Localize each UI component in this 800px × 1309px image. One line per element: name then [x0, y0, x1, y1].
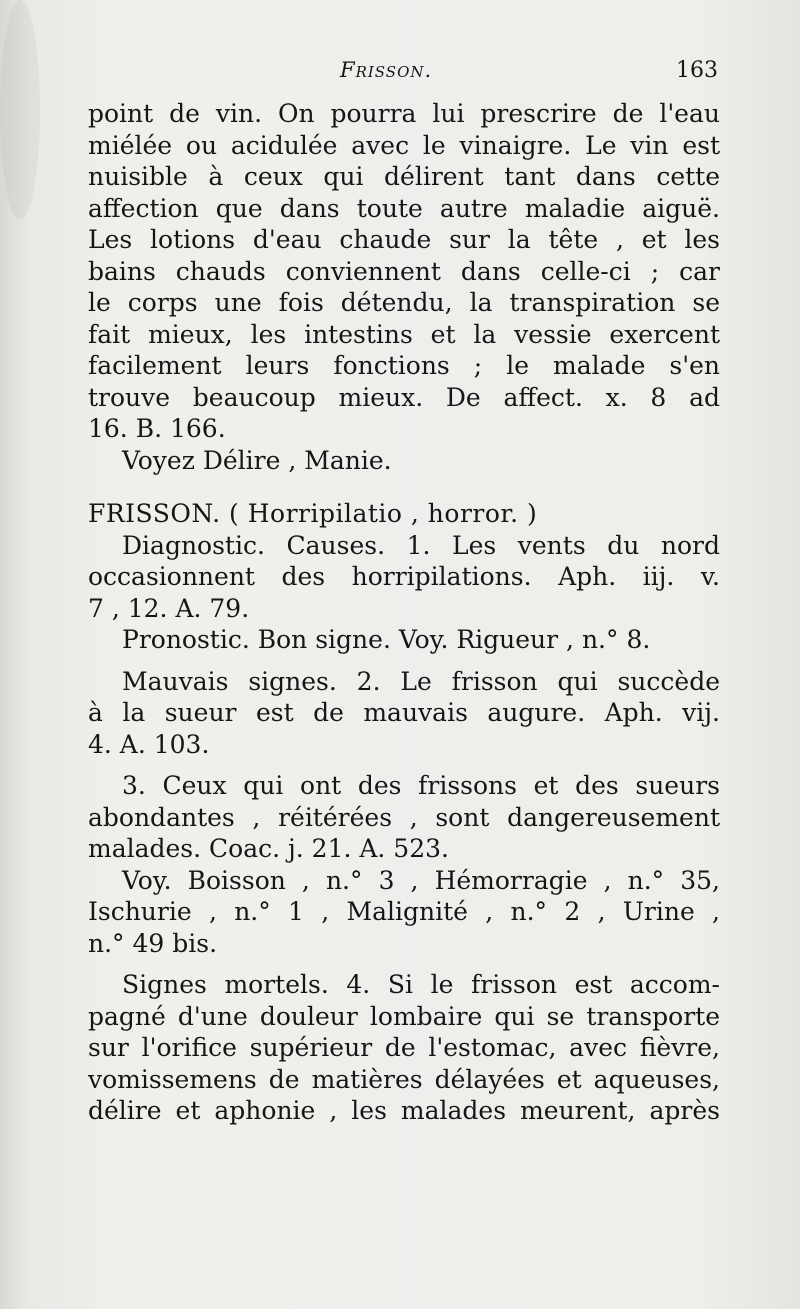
text-line: facilement leurs fonctions ; le malade s'en — [88, 351, 720, 380]
text-line: Mauvais signes. 2. Le frisson qui succède — [122, 666, 720, 696]
page-body — [88, 98, 720, 1127]
text-line: 7 , 12. A. 79. — [88, 593, 250, 623]
text-line: Les lotions d'eau chaude sur la tête , et les — [88, 225, 720, 254]
text-line: affection que dans toute autre maladie aiguë. — [88, 193, 720, 223]
text-line: 3. Ceux qui ont des frissons et des sueurs — [122, 771, 720, 800]
entry-spacer — [88, 476, 720, 498]
text-line: Pronostic. Bon signe. Voy. Rigueur , n.° 8. — [122, 625, 651, 654]
text-line: occasionnent des horripilations. Aph. iij. v. — [88, 562, 720, 591]
text-line: Signes mortels. 4. Si le frisson est accom- — [122, 970, 720, 999]
cross-reference: Voyez Délire , Manie. — [122, 445, 392, 475]
text-line: bains chauds conviennent dans celle-ci ; car — [88, 256, 720, 286]
text-line: Voy. Boisson , n.° 3 , Hémorragie , n.° 35, — [122, 865, 720, 895]
text-line: point de vin. On pourra lui prescrire de l'eau — [88, 99, 720, 128]
paragraph-spacer — [88, 760, 720, 770]
entry-heading: FRISSON. ( Horripilatio , horror. ) — [88, 499, 538, 528]
text-line: miélée ou acidulée avec le vinaigre. Le vin est — [88, 130, 720, 160]
text-line: à la sueur est de mauvais augure. Aph. vij. — [88, 698, 720, 727]
text-line: fait mieux, les intestins et la vessie exercent — [88, 319, 720, 349]
text-line: vomissemens de matières délayées et aqueuses, — [88, 1064, 720, 1094]
text-line: pagné d'une douleur lombaire qui se transporte — [88, 1001, 720, 1031]
page-number: 163 — [676, 58, 718, 83]
text-line: Diagnostic. Causes. 1. Les vents du nord — [122, 530, 720, 560]
text-line: sur l'orifice supérieur de l'estomac, avec fièvre, — [88, 1033, 720, 1062]
page-header — [90, 58, 718, 94]
text-line: Ischurie , n.° 1 , Malignité , n.° 2 , Urine , — [88, 897, 720, 926]
text-line: délire et aphonie , les malades meurent, après — [88, 1096, 720, 1125]
text-line: nuisible à ceux qui délirent tant dans cette — [88, 162, 720, 191]
text-line: n.° 49 bis. — [88, 928, 218, 958]
text-line: 4. A. 103. — [88, 729, 210, 759]
text-line: trouve beaucoup mieux. De affect. x. 8 ad — [88, 382, 720, 412]
running-head: Frisson. — [340, 58, 433, 82]
text-line: abondantes , réitérées , sont dangereusement — [88, 802, 720, 832]
paragraph-spacer — [88, 656, 720, 666]
text-line: 16. B. 166. — [88, 414, 226, 443]
paragraph-spacer — [88, 959, 720, 969]
text-line: malades. Coac. j. 21. A. 523. — [88, 834, 449, 863]
text-line: le corps une fois détendu, la transpiration se — [88, 288, 720, 317]
page-shadow — [0, 0, 40, 220]
